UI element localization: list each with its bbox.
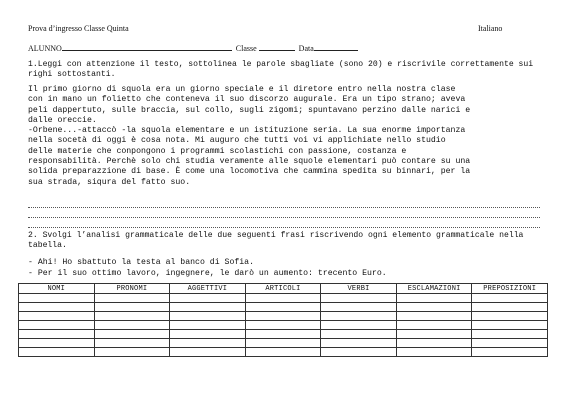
column-header: AGGETTIVI [170,284,246,294]
table-cell[interactable] [245,312,321,321]
table-cell[interactable] [94,348,170,357]
exercise1-instructions [28,60,540,80]
table-row [19,330,548,339]
table-cell[interactable] [472,303,548,312]
table-cell[interactable] [321,330,397,339]
table-cell[interactable] [245,294,321,303]
table-body [19,294,548,357]
passage-line: responsabilità. Perchè solo chi studia veramente alle squole elementari può contare su una [28,157,471,167]
table-cell[interactable] [472,348,548,357]
passage-line: con in mano un folietto che conteneva il suo discorzo augurale. Era un tipo strano; aveva [28,95,466,105]
table-cell[interactable] [396,348,472,357]
table-cell[interactable] [245,348,321,357]
table-cell[interactable] [396,339,472,348]
table-cell[interactable] [321,294,397,303]
table-cell[interactable] [19,348,95,357]
table-cell[interactable] [19,294,95,303]
table-row [19,312,548,321]
answer-dotted-lines [28,199,540,229]
passage-line: nella socetà di oggi è cosa nota. Mi auguro che tutti voi vi applichiate nello studio [28,136,446,146]
table-cell[interactable] [94,303,170,312]
table-cell[interactable] [396,312,472,321]
table-cell[interactable] [472,312,548,321]
sentences [28,257,540,279]
table-cell[interactable] [321,312,397,321]
answer-line[interactable] [28,219,540,228]
table-cell[interactable] [94,330,170,339]
table-cell[interactable] [472,339,548,348]
passage-line: sua strada, siqura del fatto suo. [28,177,191,187]
table-row [19,303,548,312]
table-cell[interactable] [94,312,170,321]
table-row [19,321,548,330]
table-cell[interactable] [321,303,397,312]
passage-line: delle materie che conpongono i programmi scolastichi con passione, costanza e [28,146,407,156]
answer-line[interactable] [28,209,540,218]
table-cell[interactable] [396,330,472,339]
date-label: Data [298,44,314,53]
instruction-line: tabella. [28,241,67,250]
table-cell[interactable] [245,330,321,339]
passage-line: dalle oreccie. [28,115,97,125]
header-subject: Italiano [478,24,503,33]
table-cell[interactable] [19,330,95,339]
table-cell[interactable] [19,321,95,330]
student-info-line [28,42,360,53]
grammar-table [18,283,548,357]
table-cell[interactable] [170,339,246,348]
passage-line: peli dappertuto, sulle braccia, sul collo, sugli zigomi; spuntavano perzino dalle narici e [28,105,471,115]
passage-line: solida preparazzione di base. È come una locomotiva che cammina spedita su binnari, per la [28,167,471,177]
table-cell[interactable] [94,321,170,330]
table-cell[interactable] [94,294,170,303]
table-row [19,294,548,303]
student-name-label: ALUNNO [28,44,62,53]
table-header-row [19,284,548,294]
column-header: ESCLAMAZIONI [396,284,472,294]
sentence: - Ahi! Ho sbattuto la testa al banco di Sofia. [28,258,255,267]
exercise2-instructions [28,231,540,251]
table-cell[interactable] [170,321,246,330]
table-cell[interactable] [19,312,95,321]
sentence: - Per il suo ottimo lavoro, ingegnere, le darò un aumento: trecento Euro. [28,269,387,278]
table-cell[interactable] [321,339,397,348]
column-header: VERBI [321,284,397,294]
table-row [19,339,548,348]
table-cell[interactable] [19,339,95,348]
column-header: ARTICOLI [245,284,321,294]
header-title: Prova d’ingresso Classe Quinta [28,24,129,33]
table-cell[interactable] [170,294,246,303]
table-cell[interactable] [170,330,246,339]
table-cell[interactable] [321,321,397,330]
table-cell[interactable] [472,330,548,339]
column-header: NOMI [19,284,95,294]
table-cell[interactable] [321,348,397,357]
column-header: PRONOMI [94,284,170,294]
class-field[interactable] [259,42,295,51]
table-cell[interactable] [396,303,472,312]
table-cell[interactable] [170,303,246,312]
passage-line: Il primo giorno di squola era un giorno speciale e il diretore entro nella nostra clase [28,85,456,94]
passage-line: -Orbene...-attaccò -la squola elementare e un istituzione seria. La sua enorme importanza [28,126,466,136]
table-cell[interactable] [170,312,246,321]
class-label: Classe [235,44,257,53]
student-name-field[interactable] [62,42,232,51]
date-field[interactable] [314,42,358,51]
instruction-line: righi sottostanti. [28,70,116,79]
table-cell[interactable] [94,339,170,348]
table-cell[interactable] [170,348,246,357]
instruction-line: 1.Leggi con attenzione il testo, sottolinea le parole sbagliate (sono 20) e riscrivile correttamente sui [28,60,534,69]
table-cell[interactable] [396,294,472,303]
answer-line[interactable] [28,199,540,208]
table-row [19,348,548,357]
table-cell[interactable] [472,321,548,330]
table-cell[interactable] [245,339,321,348]
passage [28,85,540,188]
column-header: PREPOSIZIONI [472,284,548,294]
table-cell[interactable] [245,321,321,330]
instruction-line: 2. Svolgi l’analisi grammaticale delle due seguenti frasi riscrivendo ogni elemento grammaticale nella [28,231,524,240]
table-cell[interactable] [19,303,95,312]
table-cell[interactable] [245,303,321,312]
table-cell[interactable] [472,294,548,303]
table-cell[interactable] [396,321,472,330]
